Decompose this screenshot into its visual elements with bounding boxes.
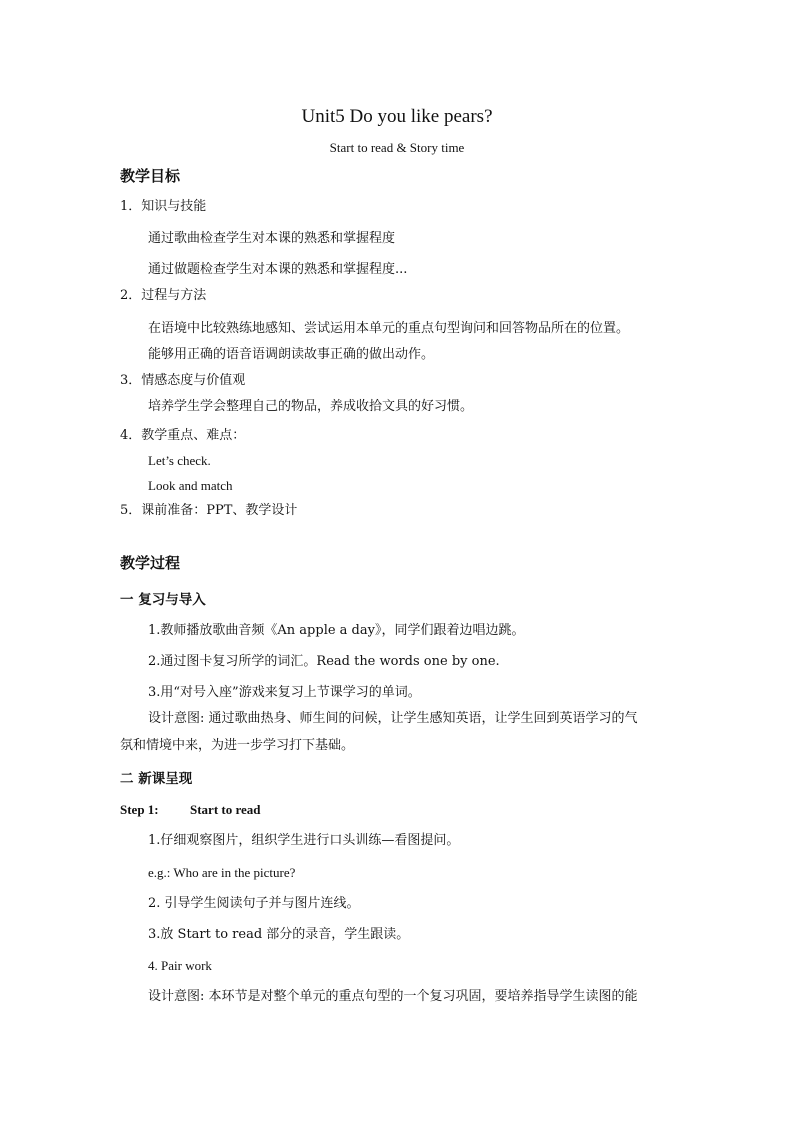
part-1-line-5: 氛和情境中来，为进一步学习打下基础。 (120, 738, 355, 753)
step-1-label: Step 1: (120, 802, 159, 817)
part-2-line-5: 4. Pair work (148, 958, 212, 973)
part-2-line-3: 2. 引导学生阅读句子并与图片连线。 (148, 896, 360, 911)
goals-section-1: 1．知识与技能 (120, 199, 207, 214)
goals-s3-line-1: 培养学生学会整理自己的物品，养成收拾文具的好习惯。 (148, 399, 474, 414)
goals-heading: 教学目标 (120, 167, 181, 185)
goals-s2-line-2: 能够用正确的语音语调朗读故事正确的做出动作。 (148, 347, 435, 362)
part-2-line-6: 设计意图: 本环节是对整个单元的重点句型的一个复习巩固，要培养指导学生读图的能 (148, 989, 638, 1004)
goals-s1-line-2: 通过做题检查学生对本课的熟悉和掌握程度... (148, 262, 408, 277)
part-1-line-4: 设计意图: 通过歌曲热身、师生间的问候，让学生感知英语，让学生回到英语学习的气 (148, 711, 638, 726)
goals-section-2: 2．过程与方法 (120, 288, 207, 303)
goals-s4-line-1: Let’s check. (148, 453, 211, 468)
part-2-heading: 二 新课呈现 (120, 771, 193, 787)
goals-s1-line-1: 通过歌曲检查学生对本课的熟悉和掌握程度 (148, 231, 396, 246)
part-2-line-2: e.g.: Who are in the picture? (148, 865, 296, 880)
part-1-heading: 一 复习与导入 (120, 592, 206, 608)
goals-section-3: 3．情感态度与价值观 (120, 373, 246, 388)
part-2-line-4: 3.放 Start to read 部分的录音，学生跟读。 (148, 927, 410, 942)
goals-section-5: 5．课前准备：PPT、教学设计 (120, 503, 298, 518)
goals-s4-line-2: Look and match (148, 478, 233, 493)
page-title: Unit5 Do you like pears? (301, 106, 493, 127)
page-subtitle: Start to read & Story time (329, 140, 465, 155)
goals-s2-line-1: 在语境中比较熟练地感知、尝试运用本单元的重点句型询问和回答物品所在的位置。 (148, 321, 630, 336)
part-1-line-2: 2.通过图卡复习所学的词汇。Read the words one by one. (148, 654, 500, 669)
process-heading: 教学过程 (120, 554, 181, 572)
part-1-line-1: 1.教师播放歌曲音频《An apple a day》，同学们跟着边唱边跳。 (148, 623, 525, 638)
part-2-line-1: 1.仔细观察图片，组织学生进行口头训练—看图提问。 (148, 833, 460, 848)
step-1-title: Start to read (190, 802, 261, 817)
part-1-line-3: 3.用“对号入座”游戏来复习上节课学习的单词。 (148, 685, 421, 700)
goals-section-4: 4．教学重点、难点： (120, 428, 246, 443)
